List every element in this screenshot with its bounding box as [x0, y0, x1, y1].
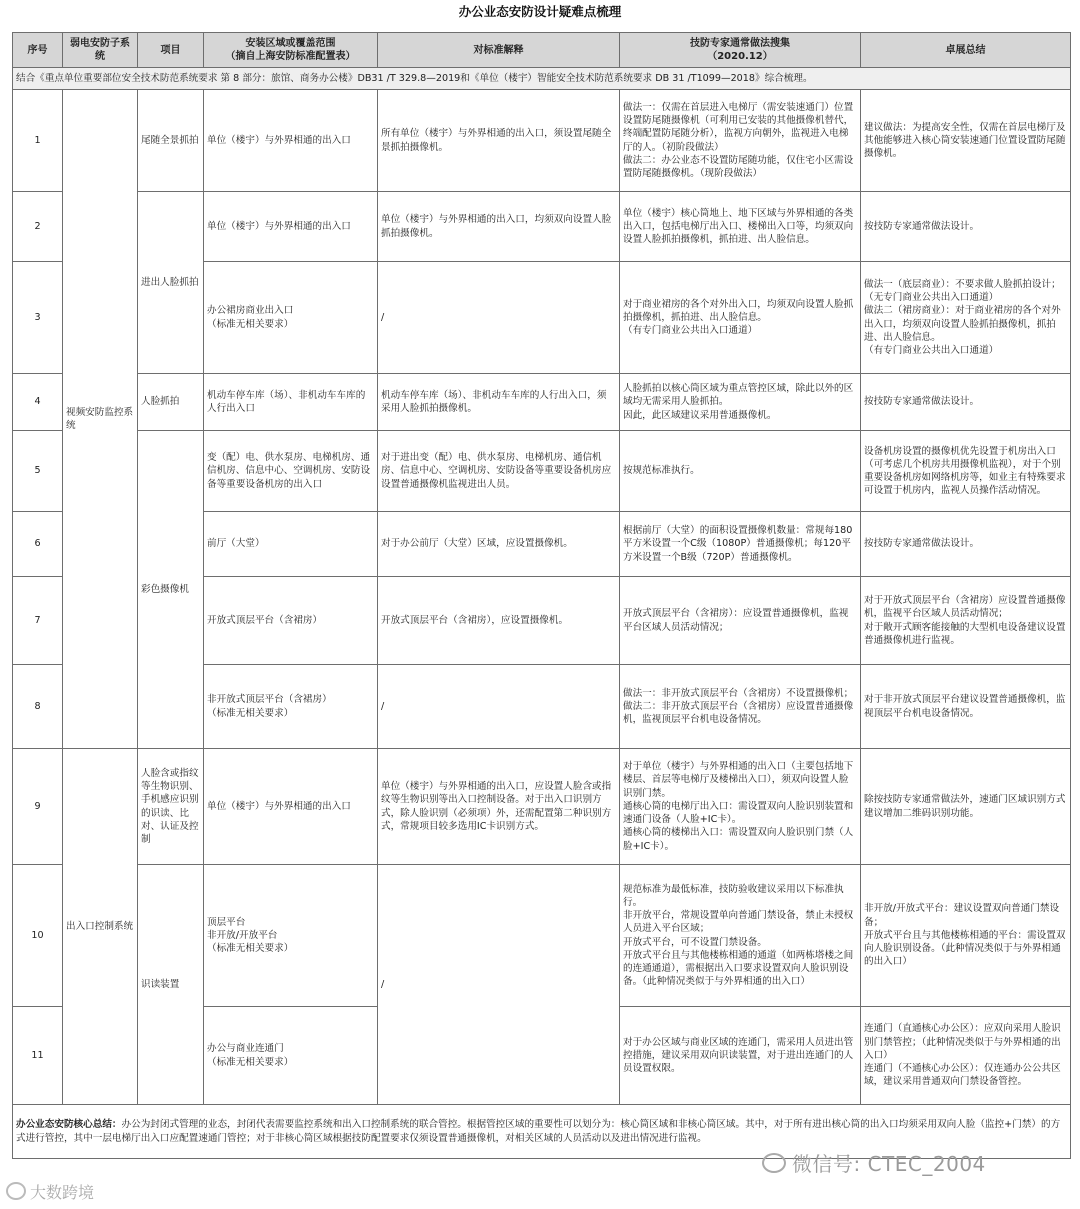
expert-cell: 对于单位（楼宇）与外界相通的出入口（主要包括地下楼层、首层等电梯厅及楼梯出入口），须双向设置人脸识别门禁。 通核心筒的电梯厅出入口：需设置双向人脸识别装置和速通门设备（人脸+IC卡）。 通核心筒的楼梯出入口：需设置双向人脸识别门禁（人脸+IC卡）。 [620, 749, 861, 865]
item-face-biometric: 人脸含或指纹等生物识别、手机感应识别的识读、比对、认证及控制 [138, 749, 204, 865]
table-row [13, 431, 1071, 512]
expert-cell: 对于商业裙房的各个对外出入口，均须双向设置人脸抓拍摄像机，抓拍进、出人脸信息。 （有专门商业公共出入口通道） [620, 262, 861, 374]
expert-cell: 人脸抓拍以核心筒区域为重点管控区域，除此以外的区域均无需采用人脸抓拍。 因此，此区域建议采用普通摄像机。 [620, 374, 861, 431]
header-summary: 卓展总结 [861, 33, 1071, 68]
summary-cell: 按技防专家通常做法设计。 [861, 192, 1071, 262]
header-interpretation: 对标准解释 [378, 33, 620, 68]
interpretation-cell: / [378, 262, 620, 374]
area-cell: 前厅（大堂） [204, 512, 378, 577]
row-number: 5 [13, 431, 63, 512]
weibo-icon [6, 1182, 26, 1200]
expert-cell: 规范标准为最低标准，技防验收建议采用以下标准执行。 非开放平台，常规设置单向普通门禁设备，禁止未授权人员进入平台区域； 开放式平台，可不设置门禁设备。 开放式平台且与其他楼栋相通的通道（如两栋塔楼之间的连通通道），需根据出入口要求设置双向人脸识别设备。（此种情况类似于与外界相通的出入口） [620, 865, 861, 1007]
page-title: 办公业态安防设计疑难点梳理 [458, 4, 622, 19]
row-number: 1 [13, 90, 63, 192]
core-summary-text: 办公为封闭式管理的业态，封闭代表需要监控系统和出入口控制系统的联合管控。根据管控区域的重要性可以划分为：核心筒区域和非核心筒区域。其中，对于所有进出核心筒的出入口均须采用双向人脸（监控+门禁）的方式进行管控，其中一层电梯厅出入口应配置速通门管控；对于非核心筒区域根据技防配置要求仅须设置普通摄像机，对相关区域的人员活动以及进出情况进行监视。 [16, 1118, 1061, 1144]
item-face-in-out: 进出人脸抓拍 [138, 192, 204, 374]
header-expert: 技防专家通常做法搜集 （2020.12） [620, 33, 861, 68]
area-cell: 单位（楼宇）与外界相通的出入口 [204, 192, 378, 262]
design-table [12, 32, 1071, 1159]
table-row [13, 865, 1071, 1007]
table-row [13, 749, 1071, 865]
row-number: 7 [13, 577, 63, 665]
item-reader: 识读装置 [138, 865, 204, 1105]
item-color-camera: 彩色摄像机 [138, 431, 204, 749]
header-area: 安装区域或覆盖范围 （摘自上海安防标准配置表） [204, 33, 378, 68]
header-subsystem: 弱电安防子系统 [63, 33, 138, 68]
header-row [13, 33, 1071, 68]
row-number: 6 [13, 512, 63, 577]
row-number: 10 [13, 865, 63, 1007]
area-cell: 单位（楼宇）与外界相通的出入口 [204, 749, 378, 865]
summary-cell: 建议做法：为提高安全性，仅需在首层电梯厅及其他能够进入核心筒安装速通门位置设置防尾随摄像机。 [861, 90, 1071, 192]
area-cell: 机动车停车库（场）、非机动车车库的人行出入口 [204, 374, 378, 431]
brand-text: 大数跨境 [30, 1183, 95, 1202]
interpretation-cell: 对于进出变（配）电、供水泵房、电梯机房、通信机房、信息中心、空调机房、安防设备等重要设备机房应设置普通摄像机监视进出人员。 [378, 431, 620, 512]
area-cell: 变（配）电、供水泵房、电梯机房、通信机房、信息中心、空调机房、安防设备等重要设备机房的出入口 [204, 431, 378, 512]
row-number: 2 [13, 192, 63, 262]
row-number: 4 [13, 374, 63, 431]
summary-cell: 设备机房设置的摄像机优先设置于机房出入口（可考虑几个机房共用摄像机监视），对于个别重要设备机房如网络机房等，如业主有特殊要求可设置于机房内，监视人员操作活动情况。 [861, 431, 1071, 512]
interpretation-cell: / [378, 665, 620, 749]
header-no: 序号 [13, 33, 63, 68]
row-number: 11 [13, 1007, 63, 1105]
area-cell: 办公裙房商业出入口 （标准无相关要求） [204, 262, 378, 374]
table-row [13, 374, 1071, 431]
interpretation-cell: / [378, 865, 620, 1105]
interpretation-cell: 机动车停车库（场）、非机动车车库的人行出入口，须采用人脸抓拍摄像机。 [378, 374, 620, 431]
interpretation-cell: 单位（楼宇）与外界相通的出入口，应设置人脸含或指纹等生物识别等出入口控制设备。对于出入口识别方式，除人脸识别（必须项）外，还需配置第二种识别方式，常规项目较多选用IC卡识别方式。 [378, 749, 620, 865]
item-tailgate: 尾随全景抓拍 [138, 90, 204, 192]
interpretation-cell: 开放式顶层平台（含裙房），应设置摄像机。 [378, 577, 620, 665]
area-cell: 办公与商业连通门 （标准无相关要求） [204, 1007, 378, 1105]
area-cell: 顶层平台 非开放/开放平台 （标准无相关要求） [204, 865, 378, 1007]
note-row [13, 68, 1071, 90]
standards-note: 结合《重点单位重要部位安全技术防范系统要求 第 8 部分：旅馆、商务办公楼》DB31 /T 329.8—2019和《单位（楼宇）智能安全技术防范系统要求 DB 31 /T1099—2018》综合梳理。 [13, 68, 1071, 90]
summary-cell: 除按技防专家通常做法外，速通门区域识别方式建议增加二维码识别功能。 [861, 749, 1071, 865]
table-row [13, 192, 1071, 262]
expert-cell: 根据前厅（大堂）的面积设置摄像机数量：常规每180平方米设置一个C级（1080P）普通摄像机；每120平方米设置一个B级（720P）普通摄像机。 [620, 512, 861, 577]
table-row [13, 90, 1071, 192]
item-face: 人脸抓拍 [138, 374, 204, 431]
expert-cell: 做法一：非开放式顶层平台（含裙房）不设置摄像机； 做法二：非开放式顶层平台（含裙房）应设置普通摄像机，监视顶层平台机电设备情况。 [620, 665, 861, 749]
expert-cell: 做法一：仅需在首层进入电梯厅（需安装速通门）位置设置防尾随摄像机（可利用已安装的其他摄像机替代，终端配置防尾随分析），监视方向朝外，监视进入电梯厅的人。（初阶段做法） 做法二：办公业态不设置防尾随功能，仅住宅小区需设置防尾随摄像机。（现阶段做法） [620, 90, 861, 192]
summary-cell: 按技防专家通常做法设计。 [861, 512, 1071, 577]
summary-cell: 对于开放式顶层平台（含裙房）应设置普通摄像机，监视平台区域人员活动情况； 对于敞开式顾客能接触的大型机电设备建议设置普通摄像机进行监视。 [861, 577, 1071, 665]
wechat-id-text: 微信号: CTEC_2004 [792, 1152, 986, 1176]
expert-cell: 按规范标准执行。 [620, 431, 861, 512]
row-number: 9 [13, 749, 63, 865]
area-cell: 单位（楼宇）与外界相通的出入口 [204, 90, 378, 192]
subsystem-access: 出入口控制系统 [63, 749, 138, 1105]
expert-cell: 对于办公区域与商业区域的连通门，需采用人员进出管控措施，建议采用双向识读装置，对于进出连通门的人员设置权限。 [620, 1007, 861, 1105]
row-number: 3 [13, 262, 63, 374]
summary-cell: 对于非开放式顶层平台建议设置普通摄像机，监视顶层平台机电设备情况。 [861, 665, 1071, 749]
summary-cell: 非开放/开放式平台：建议设置双向普通门禁设备； 开放式平台且与其他楼栋相通的平台：需设置双向人脸识别设备。（此种情况类似于与外界相通的出入口） [861, 865, 1071, 1007]
wechat-icon [762, 1153, 786, 1173]
wechat-watermark [762, 1148, 986, 1177]
row-number: 8 [13, 665, 63, 749]
area-cell: 非开放式顶层平台（含裙房） （标准无相关要求） [204, 665, 378, 749]
interpretation-cell: 对于办公前厅（大堂）区域，应设置摄像机。 [378, 512, 620, 577]
summary-cell: 连通门（直通核心办公区）：应双向采用人脸识别门禁管控；（此种情况类似于与外界相通的出入口） 连通门（不通核心办公区）：仅连通办公公共区域，建议采用普通双向门禁设备管控。 [861, 1007, 1071, 1105]
expert-cell: 开放式顶层平台（含裙房）：应设置普通摄像机，监视平台区域人员活动情况； [620, 577, 861, 665]
core-summary-label: 办公业态安防核心总结： [16, 1118, 122, 1130]
expert-cell: 单位（楼宇）核心筒地上、地下区域与外界相通的各类出入口，包括电梯厅出入口、楼梯出入口等，均须双向设置人脸抓拍摄像机，抓拍进、出人脸信息。 [620, 192, 861, 262]
brand-watermark [6, 1180, 94, 1203]
summary-cell: 做法一（底层商业）：不要求做人脸抓拍设计； （无专门商业公共出入口通道） 做法二（裙房商业）：对于商业裙房的各个对外出入口，均须双向设置人脸抓拍摄像机，抓拍进、出人脸信息。 （有专门商业公共出入口通道） [861, 262, 1071, 374]
subsystem-video: 视频安防监控系统 [63, 90, 138, 749]
area-cell: 开放式顶层平台（含裙房） [204, 577, 378, 665]
summary-cell: 按技防专家通常做法设计。 [861, 374, 1071, 431]
header-item: 项目 [138, 33, 204, 68]
interpretation-cell: 所有单位（楼宇）与外界相通的出入口，须设置尾随全景抓拍摄像机。 [378, 90, 620, 192]
interpretation-cell: 单位（楼宇）与外界相通的出入口，均须双向设置人脸抓拍摄像机。 [378, 192, 620, 262]
